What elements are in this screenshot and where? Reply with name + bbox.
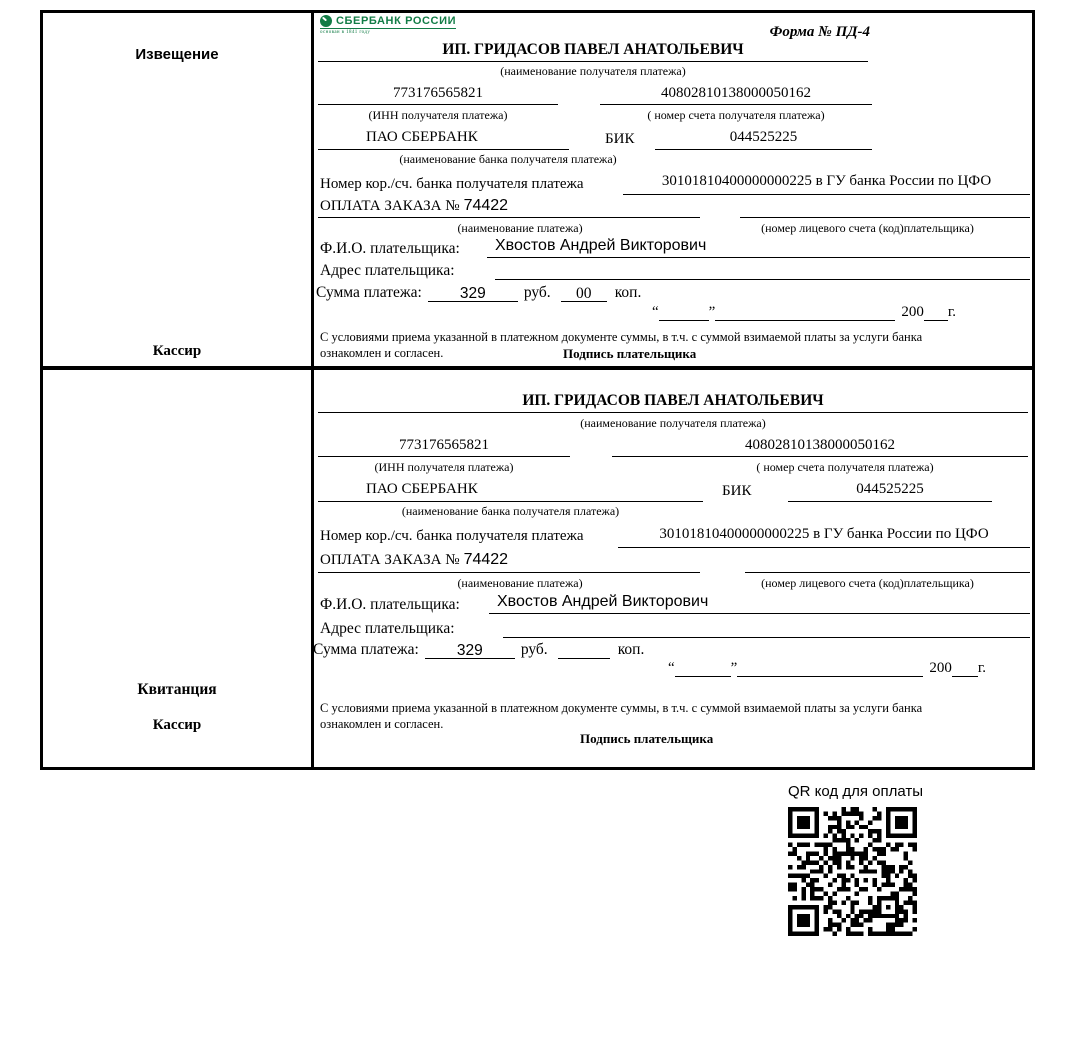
amount-kop-field: 00 xyxy=(561,285,607,302)
sberbank-logo-tagline: основан в 1841 году xyxy=(320,30,371,35)
account-field-notice: 40802810138000050162 xyxy=(600,85,872,105)
recipient-name-field-receipt: ИП. ГРИДАСОВ ПАВЕЛ АНАТОЛЬЕВИЧ xyxy=(318,392,1028,413)
inn-caption-notice: (ИНН получателя платежа) xyxy=(368,108,508,122)
corr-account-label-notice: Номер кор./сч. банка получателя платежа xyxy=(320,176,584,192)
order-number: 74422 xyxy=(463,197,509,214)
inn-field-notice: 773176565821 xyxy=(318,85,558,105)
amount-row-notice xyxy=(316,284,641,302)
date-year-field xyxy=(952,660,978,677)
year-prefix: 200 xyxy=(901,304,924,320)
corr-account-field-notice: 30101810400000000225 в ГУ банка России по ЦФО xyxy=(623,173,1030,195)
date-month-field xyxy=(715,304,895,321)
quote-close: ” xyxy=(708,304,716,320)
form-number: Форма № ПД-4 xyxy=(769,24,870,40)
rub-label: руб. xyxy=(523,284,551,301)
agreement-line2-receipt: ознакомлен и согласен. xyxy=(320,717,444,731)
qr-label: QR код для оплаты xyxy=(788,783,924,800)
amount-kop-field xyxy=(558,642,610,659)
recipient-name-field-notice: ИП. ГРИДАСОВ ПАВЕЛ АНАТОЛЬЕВИЧ xyxy=(318,41,868,62)
signature-label-receipt: Подпись плательщика xyxy=(580,731,714,746)
agreement-line1-notice: С условиями приема указанной в платежном документе суммы, в т.ч. с суммой взимаемой платы за услуги банка xyxy=(320,330,923,344)
kop-label: коп. xyxy=(614,284,642,301)
agreement-line2-notice: ознакомлен и согласен. xyxy=(320,346,444,360)
date-row-receipt xyxy=(668,660,986,677)
date-year-field xyxy=(924,304,948,321)
qr-code xyxy=(788,807,917,936)
account-caption-receipt: ( номер счета получателя платежа) xyxy=(756,460,934,474)
payment-caption-receipt: (наименование платежа) xyxy=(457,576,583,590)
date-day-field xyxy=(659,304,709,321)
quote-close: ” xyxy=(730,660,738,676)
sberbank-logo xyxy=(320,15,456,35)
payer-address-field-notice xyxy=(495,259,1030,280)
payer-name-field-notice: Хвостов Андрей Викторович xyxy=(487,237,1030,258)
date-month-field xyxy=(737,660,923,677)
bank-name-field-notice: ПАО СБЕРБАНК xyxy=(318,129,569,150)
bik-field-receipt: 044525225 xyxy=(788,481,992,502)
bank-name-field-receipt: ПАО СБЕРБАНК xyxy=(318,481,703,502)
year-prefix: 200 xyxy=(929,660,952,676)
cashier-label-notice: Кассир xyxy=(152,343,202,359)
payer-address-label-receipt: Адрес плательщика: xyxy=(320,620,455,637)
corr-account-label-receipt: Номер кор./сч. банка получателя платежа xyxy=(320,528,584,544)
quote-open: “ xyxy=(668,660,675,676)
inn-field-receipt: 773176565821 xyxy=(318,437,570,457)
account-field-receipt: 40802810138000050162 xyxy=(612,437,1028,457)
inn-caption-receipt: (ИНН получателя платежа) xyxy=(374,460,514,474)
personal-caption-receipt: (номер лицевого счета (код)плательщика) xyxy=(761,576,974,590)
bank-caption-receipt: (наименование банка получателя платежа) xyxy=(401,504,620,518)
amount-rub-field: 329 xyxy=(428,285,518,302)
amount-row-receipt xyxy=(313,641,644,659)
date-row-notice xyxy=(652,304,956,321)
cashier-label-receipt: Кассир xyxy=(152,717,202,733)
bik-label-receipt: БИК xyxy=(722,483,752,499)
bik-label-notice: БИК xyxy=(605,131,635,147)
bank-caption-notice: (наименование банка получателя платежа) xyxy=(399,152,617,166)
order-number: 74422 xyxy=(463,551,509,568)
quote-open: “ xyxy=(652,304,659,320)
amount-rub-field: 329 xyxy=(425,642,515,659)
receipt-label: Квитанция xyxy=(137,681,217,698)
bik-field-notice: 044525225 xyxy=(655,129,872,150)
sberbank-logo-text: СБЕРБАНК РОССИИ xyxy=(336,15,457,27)
notice-label: Извещение xyxy=(135,46,219,63)
year-suffix: г. xyxy=(977,660,987,676)
account-caption-notice: ( номер счета получателя платежа) xyxy=(647,108,825,122)
signature-label-notice: Подпись плательщика xyxy=(563,346,697,361)
amount-label: Сумма платежа: xyxy=(316,284,422,301)
personal-caption-notice: (номер лицевого счета (код)плательщика) xyxy=(761,221,974,235)
payer-name-label-receipt: Ф.И.О. плательщика: xyxy=(320,596,460,613)
personal-account-field-notice xyxy=(740,197,1030,218)
payment-name-text: ОПЛАТА ЗАКАЗА № xyxy=(320,552,460,568)
corr-account-field-receipt: 30101810400000000225 в ГУ банка России по ЦФО xyxy=(618,526,1030,548)
kop-label: коп. xyxy=(617,641,645,658)
payer-name-label-notice: Ф.И.О. плательщика: xyxy=(320,240,460,257)
payment-name-field-notice xyxy=(318,197,700,218)
payer-name-field-receipt: Хвостов Андрей Викторович xyxy=(489,593,1030,614)
sberbank-logo-icon xyxy=(320,15,332,27)
rub-label: руб. xyxy=(520,641,548,658)
payment-name-field-receipt xyxy=(318,551,700,573)
amount-label: Сумма платежа: xyxy=(313,641,419,658)
payment-caption-notice: (наименование платежа) xyxy=(457,221,583,235)
year-suffix: г. xyxy=(947,304,957,320)
payment-name-text: ОПЛАТА ЗАКАЗА № xyxy=(320,198,460,214)
payer-address-field-receipt xyxy=(503,617,1030,638)
personal-account-field-receipt xyxy=(745,551,1030,573)
recipient-caption-receipt: (наименование получателя платежа) xyxy=(580,416,766,430)
recipient-caption-notice: (наименование получателя платежа) xyxy=(500,64,686,78)
date-day-field xyxy=(675,660,731,677)
form-section-divider xyxy=(40,366,1035,370)
payer-address-label-notice: Адрес плательщика: xyxy=(320,262,455,279)
agreement-line1-receipt: С условиями приема указанной в платежном документе суммы, в т.ч. с суммой взимаемой платы за услуги банка xyxy=(320,701,923,715)
